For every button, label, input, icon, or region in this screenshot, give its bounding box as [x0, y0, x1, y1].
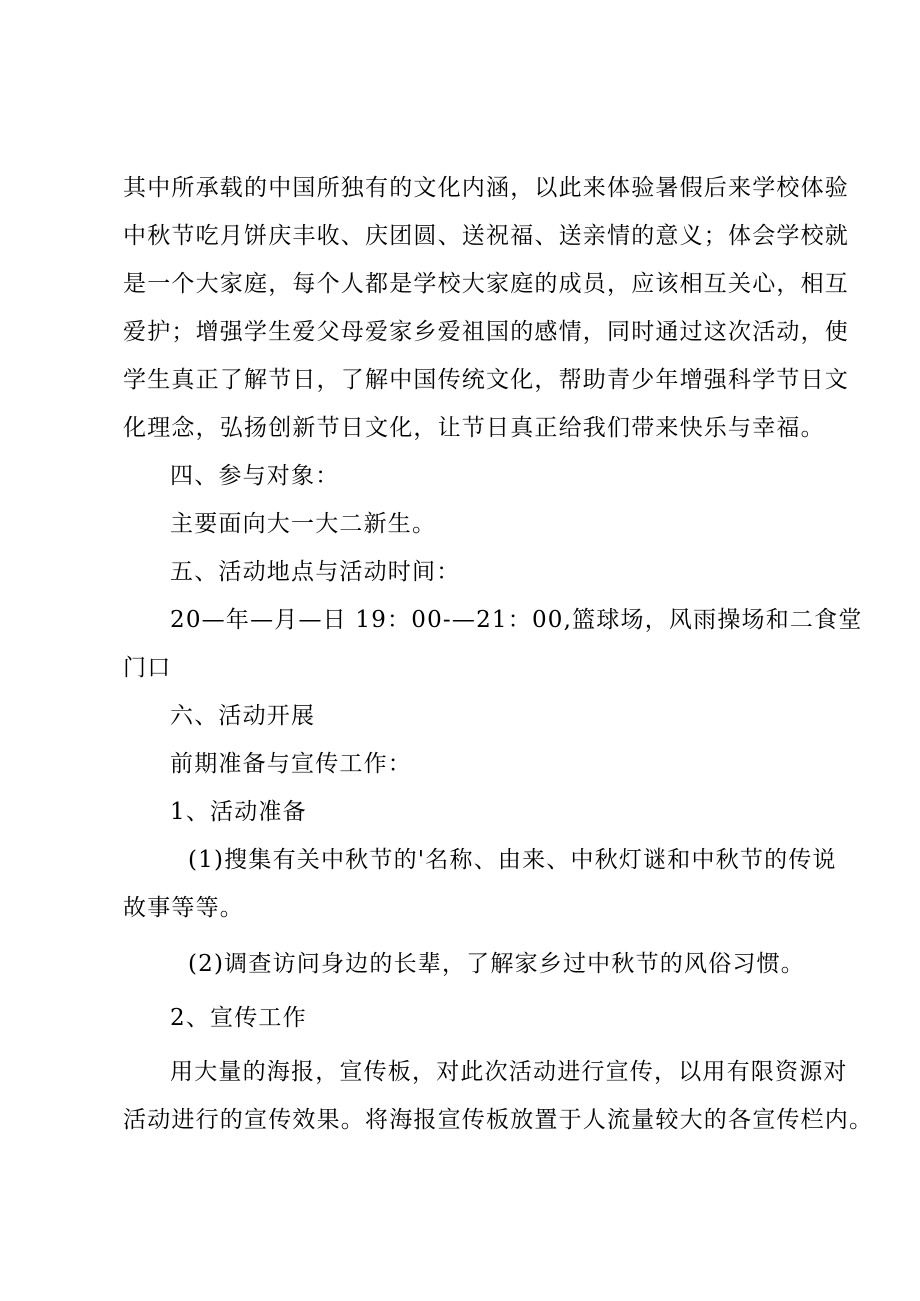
- section5-heading: 五、活动地点与活动时间：: [170, 559, 461, 585]
- intro-line-2: 中秋节吃月饼庆丰收、庆团圆、送祝福、送亲情的意义；体会学校就: [123, 223, 849, 249]
- item1-sub2: (2)调查访问身边的长辈，了解家乡过中秋节的风俗习惯。: [188, 951, 805, 977]
- item1-sub1-line-1: (1)搜集有关中秋节的'名称、由来、中秋灯谜和中秋节的传说: [188, 847, 837, 873]
- item1-heading: 1、活动准备: [170, 799, 307, 825]
- item1-sub1-line-2: 故事等等。: [123, 895, 244, 921]
- section4-text: 主要面向大一大二新生。: [170, 511, 437, 537]
- intro-line-5: 学生真正了解节日，了解中国传统文化，帮助青少年增强科学节日文: [123, 367, 849, 393]
- section5-text-line-1: 20—年—月—日 19：00-—21：00,篮球场，风雨操场和二食堂: [170, 607, 863, 633]
- section6-heading: 六、活动开展: [170, 703, 316, 729]
- section4-heading: 四、参与对象：: [170, 463, 340, 489]
- item2-text-line-1: 用大量的海报，宣传板，对此次活动进行宣传，以用有限资源对: [170, 1059, 848, 1085]
- prep-heading: 前期准备与宣传工作：: [170, 751, 412, 777]
- item2-heading: 2、宣传工作: [170, 1005, 307, 1031]
- intro-line-4: 爱护；增强学生爱父母爱家乡爱祖国的感情，同时通过这次活动，使: [123, 319, 849, 345]
- section5-text-line-2: 门口: [123, 655, 172, 681]
- intro-line-3: 是一个大家庭，每个人都是学校大家庭的成员，应该相互关心，相互: [123, 271, 849, 297]
- intro-line-1: 其中所承载的中国所独有的文化内涵，以此来体验暑假后来学校体验: [123, 175, 849, 201]
- intro-line-6: 化理念，弘扬创新节日文化，让节日真正给我们带来快乐与幸福。: [123, 415, 825, 441]
- item2-text-line-2: 活动进行的宣传效果。将海报宣传板放置于人流量较大的各宣传栏内。: [123, 1107, 874, 1133]
